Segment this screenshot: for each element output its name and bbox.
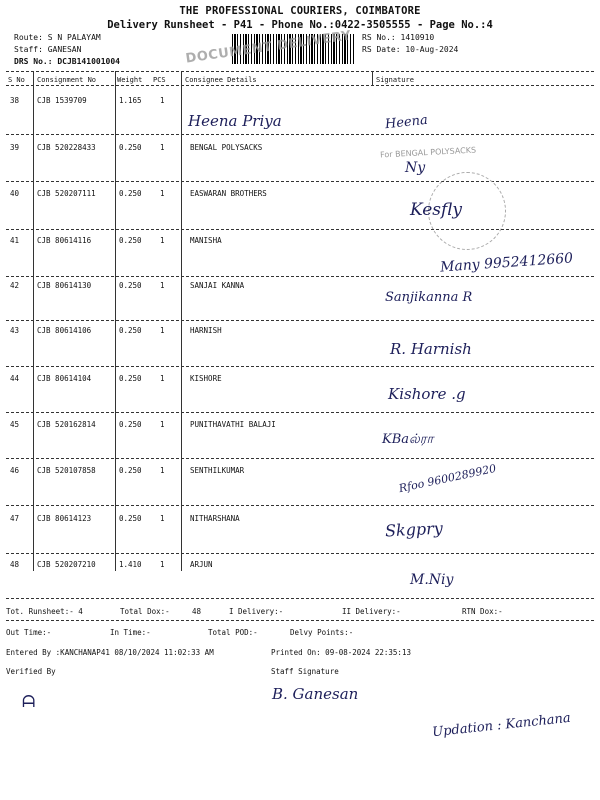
row-weight: 0.250: [119, 514, 142, 523]
col-divider-4: [372, 71, 373, 85]
row-pcs: 1: [160, 374, 165, 383]
row-pcs: 1: [160, 189, 165, 198]
row-divider: [6, 412, 594, 413]
row-sno: 47: [10, 514, 20, 523]
row-divider: [6, 229, 594, 230]
row-consignment: CJB 520207210: [37, 560, 96, 569]
signature: Heena: [384, 112, 429, 133]
row-consignee: NITHARSHANA: [190, 514, 240, 523]
row-pcs: 1: [160, 96, 165, 105]
printed-on: Printed On: 09-08-2024 22:35:13: [271, 648, 411, 657]
row-pcs: 1: [160, 466, 165, 475]
signature: Sanjikanna R: [385, 290, 473, 305]
row-consignment: CJB 1539709: [37, 96, 87, 105]
verifier-initial: ᗩ: [22, 692, 36, 711]
row-consignee: SANJAI KANNA: [190, 281, 245, 290]
row-consignment: CJB 80614104: [37, 374, 92, 383]
row-consignment: CJB 520228433: [37, 143, 96, 152]
row-consignee: BENGAL POLYSACKS: [190, 143, 263, 152]
row-weight: 0.250: [119, 143, 142, 152]
row-weight: 0.250: [119, 374, 142, 383]
row-weight: 1.410: [119, 560, 142, 569]
row-consignment: CJB 520107858: [37, 466, 96, 475]
row-weight: 0.250: [119, 189, 142, 198]
i-delivery: I Delivery:-: [229, 607, 284, 616]
footer-divider: [6, 620, 594, 621]
row-pcs: 1: [160, 236, 165, 245]
ii-delivery: II Delivery:-: [342, 607, 401, 616]
row-consignee: KISHORE: [190, 374, 222, 383]
signature: R. Harnish: [390, 340, 472, 358]
col-header-sno: S No: [8, 76, 25, 84]
col-header-consignment: Consignment No: [37, 76, 97, 84]
staff-signature-label: Staff Signature: [271, 667, 339, 676]
row-consignment: CJB 80614106: [37, 326, 92, 335]
row-pcs: 1: [160, 281, 165, 290]
entered-by: Entered By :KANCHANAP41 08/10/2024 11:02:33 AM: [6, 648, 214, 657]
signature: Many 9952412660: [439, 250, 574, 276]
row-consignee: SENTHILKUMAR: [190, 466, 245, 475]
updation-note: Updation : Kanchana: [431, 710, 572, 741]
row-divider: [6, 505, 594, 506]
runsheet-subtitle: Delivery Runsheet - P41 - Phone No.:0422-3505555 - Page No.:4: [107, 19, 493, 31]
row-sno: 46: [10, 466, 20, 475]
row-pcs: 1: [160, 326, 165, 335]
row-divider: [6, 366, 594, 367]
row-sno: 39: [10, 143, 20, 152]
signature: Kishore .g: [388, 385, 466, 403]
signature: Rfoo 9600289920: [397, 461, 498, 496]
row-consignee: EASWARAN BROTHERS: [190, 189, 267, 198]
col-header-consignee: Consignee Details: [185, 76, 257, 84]
in-time: In Time:-: [110, 628, 151, 637]
col-header-weight: Weight: [117, 76, 143, 84]
col-header-signature: Signature: [376, 76, 414, 84]
total-pod: Total POD:-: [208, 628, 258, 637]
row-sno: 44: [10, 374, 20, 383]
row-consignee: ARJUN: [190, 560, 213, 569]
drs-label: DRS No.: DCJB141001004: [14, 57, 120, 66]
row-sno: 48: [10, 560, 20, 569]
col-divider-3: [181, 71, 182, 571]
row-weight: 0.250: [119, 281, 142, 290]
signature: KBaல்ரா: [382, 432, 434, 447]
rtn-dox: RTN Dox:-: [462, 607, 503, 616]
rs-date-label: RS Date: 10-Aug-2024: [362, 45, 459, 54]
row-consignment: CJB 80614116: [37, 236, 92, 245]
row-consignment: CJB 80614130: [37, 281, 92, 290]
row-divider: [6, 134, 594, 135]
col-divider-2: [115, 71, 116, 571]
row-sno: 43: [10, 326, 20, 335]
row-consignee: MANISHA: [190, 236, 222, 245]
row-weight: 0.250: [119, 326, 142, 335]
row-pcs: 1: [160, 420, 165, 429]
table-top-divider: [6, 71, 594, 72]
out-time: Out Time:-: [6, 628, 52, 637]
row-divider: [6, 320, 594, 321]
row-consignment: CJB 520207111: [37, 189, 96, 198]
row-sno: 45: [10, 420, 20, 429]
row-divider: [6, 181, 594, 182]
row-weight: 0.250: [119, 236, 142, 245]
col-divider-1: [33, 71, 34, 571]
total-dox-label: Total Dox:-: [120, 607, 170, 616]
signature: M.Niy: [410, 572, 454, 588]
rs-no-label: RS No.: 1410910: [362, 33, 435, 42]
row-weight: 0.250: [119, 466, 142, 475]
row-sno: 41: [10, 236, 20, 245]
row-weight: 1.165: [119, 96, 142, 105]
total-runsheet: Tot. Runsheet:- 4: [6, 607, 83, 616]
handwritten-consignee: Heena Priya: [188, 112, 282, 130]
col-header-pcs: PCS: [153, 76, 166, 84]
table-header-divider: [6, 85, 594, 86]
staff-signature: B. Ganesan: [272, 685, 359, 703]
company-stamp: For BENGAL POLYSACKS: [379, 145, 477, 160]
row-pcs: 1: [160, 143, 165, 152]
verified-by: Verified By: [6, 667, 56, 676]
row-weight: 0.250: [119, 420, 142, 429]
row-pcs: 1: [160, 560, 165, 569]
row-consignment: CJB 80614123: [37, 514, 92, 523]
delvy-points: Delvy Points:-: [290, 628, 354, 637]
row-sno: 38: [10, 96, 20, 105]
row-divider: [6, 276, 594, 277]
row-consignee: HARNISH: [190, 326, 222, 335]
route-label: Route: S N PALAYAM: [14, 33, 101, 42]
document-delivery-stamp: DOCUMENT DELIVERY: [184, 28, 353, 67]
row-divider: [6, 553, 594, 554]
signature: Skgpry: [384, 518, 444, 541]
runsheet-title: THE PROFESSIONAL COURIERS, COIMBATORE: [179, 5, 421, 17]
footer-top-divider: [6, 598, 594, 599]
row-sno: 40: [10, 189, 20, 198]
row-sno: 42: [10, 281, 20, 290]
row-consignee: PUNITHAVATHI BALAJI: [190, 420, 276, 429]
row-divider: [6, 458, 594, 459]
row-pcs: 1: [160, 514, 165, 523]
total-dox-value: 48: [192, 607, 202, 616]
staff-label: Staff: GANESAN: [14, 45, 82, 54]
signature: Ny: [405, 160, 426, 176]
row-consignment: CJB 520162814: [37, 420, 96, 429]
signature: Kesfly: [410, 200, 462, 220]
